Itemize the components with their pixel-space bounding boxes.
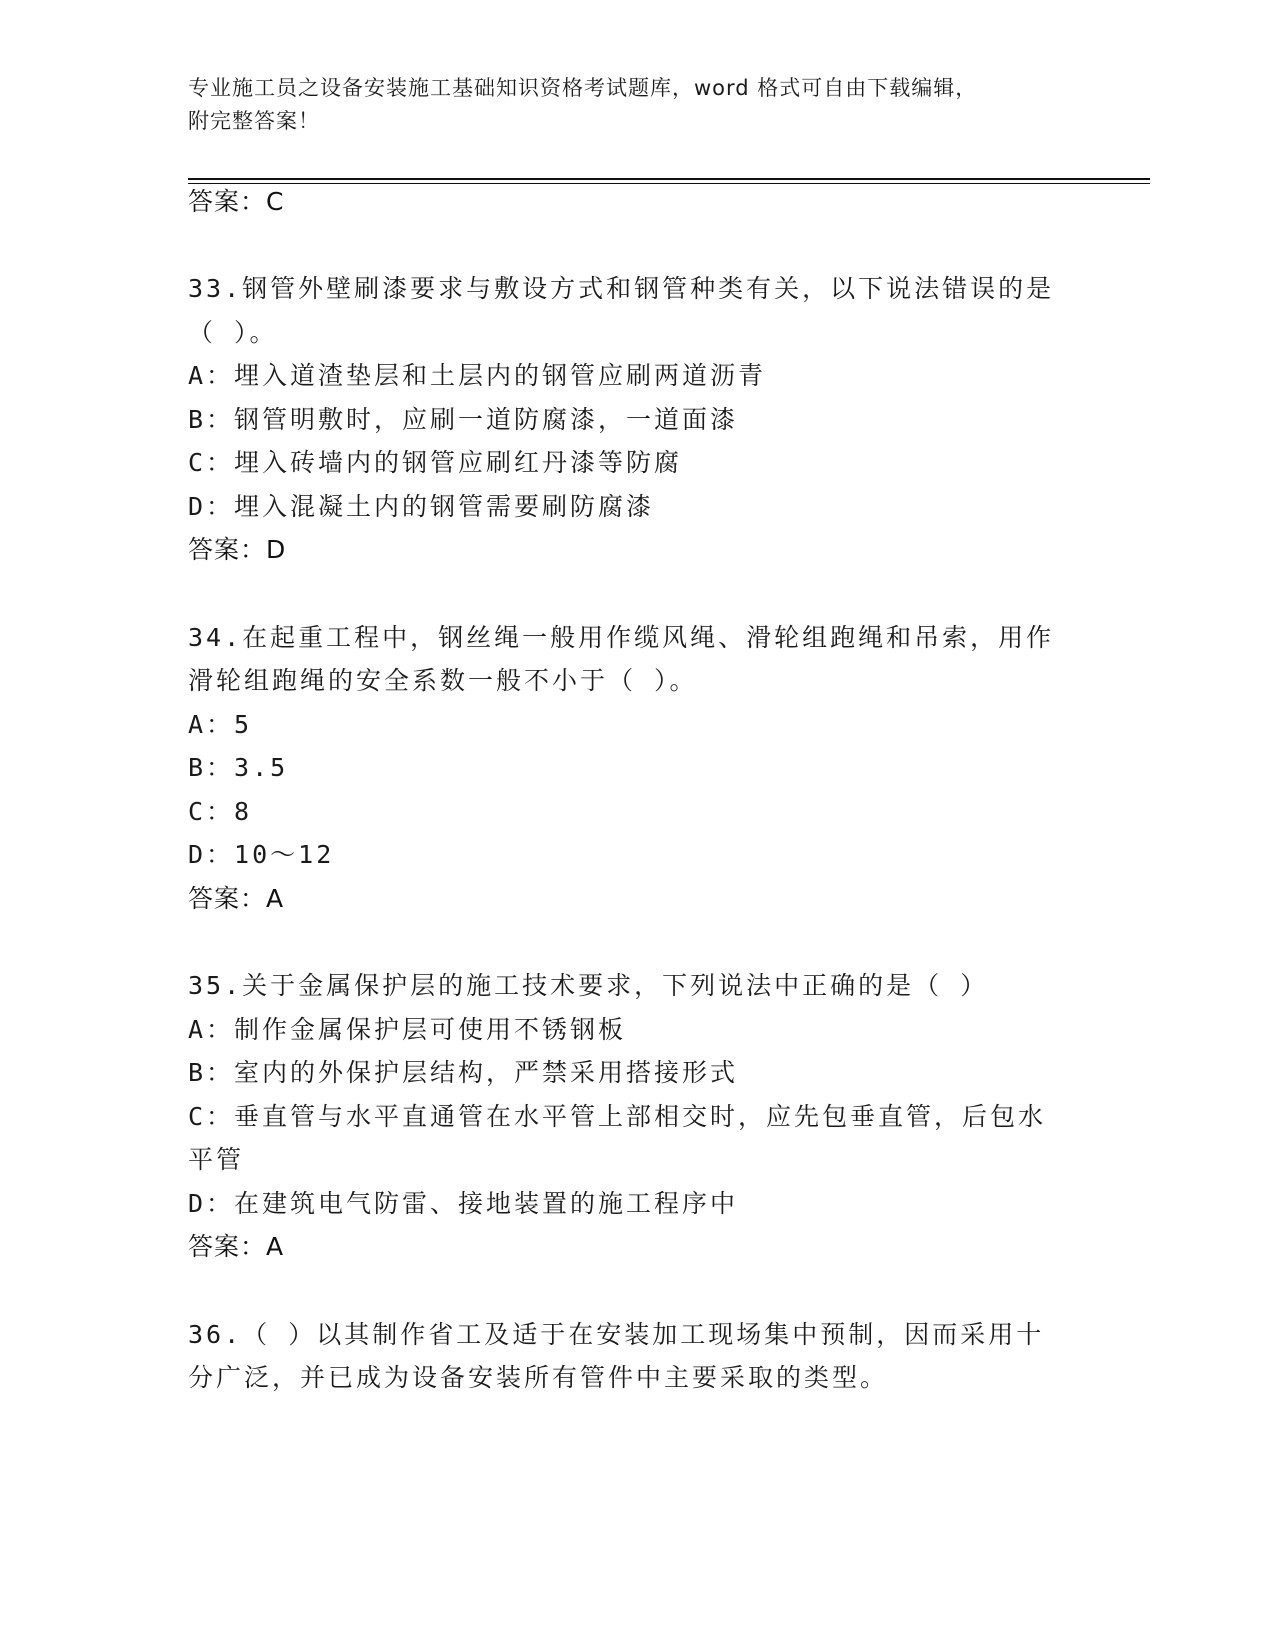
q33-answer: 答案：D — [188, 535, 287, 564]
q35-answer: 答案：A — [188, 1232, 285, 1261]
q36-stem-line-2: 分广泛，并已成为设备安装所有管件中主要采取的类型。 — [188, 1363, 889, 1392]
q33-option-d: D：埋入混凝土内的钢管需要刷防腐漆 — [188, 492, 655, 521]
q35-stem-line-1: 35.关于金属保护层的施工技术要求，下列说法中正确的是（ ） — [188, 971, 989, 1000]
q33-option-a: A：埋入道渣垫层和土层内的钢管应刷两道沥青 — [188, 361, 767, 390]
q34-answer: 答案：A — [188, 884, 285, 913]
q33-option-b: B：钢管明敷时，应刷一道防腐漆，一道面漆 — [188, 405, 739, 434]
q33-option-c: C：埋入砖墙内的钢管应刷红丹漆等防腐 — [188, 448, 683, 477]
q33-stem-line-1: 33.钢管外壁刷漆要求与敷设方式和钢管种类有关，以下说法错误的是 — [188, 274, 1055, 303]
q35-option-c-continued: 平管 — [188, 1145, 245, 1174]
q34-option-d: D：10～12 — [188, 840, 335, 869]
q34-option-c: C：8 — [188, 797, 253, 826]
q32-answer: 答案：C — [188, 187, 285, 216]
q34-option-b: B：3.5 — [188, 753, 289, 782]
q34-stem-line-2: 滑轮组跑绳的安全系数一般不小于（ ）。 — [188, 666, 698, 695]
q35-option-d: D：在建筑电气防雷、接地装置的施工程序中 — [188, 1189, 739, 1218]
document-header — [188, 72, 1088, 138]
header-line-1: 专业施工员之设备安装施工基础知识资格考试题库，word 格式可自由下载编辑， — [188, 76, 978, 100]
q35-option-c: C：垂直管与水平直通管在水平管上部相交时，应先包垂直管，后包水 — [188, 1102, 1047, 1131]
q36-stem-line-1: 36.（ ）以其制作省工及适于在安装加工现场集中预制，因而采用十 — [188, 1320, 1045, 1349]
q34-stem-line-1: 34.在起重工程中，钢丝绳一般用作缆风绳、滑轮组跑绳和吊索，用作 — [188, 623, 1055, 652]
q33-stem-line-2: （ ）。 — [188, 318, 278, 347]
header-divider-thin — [188, 183, 1150, 184]
q35-option-a: A：制作金属保护层可使用不锈钢板 — [188, 1015, 627, 1044]
header-line-2: 附完整答案！ — [188, 109, 320, 133]
q35-option-b: B：室内的外保护层结构，严禁采用搭接形式 — [188, 1058, 739, 1087]
header-divider-thick — [188, 178, 1150, 180]
q34-option-a: A：5 — [188, 710, 253, 739]
